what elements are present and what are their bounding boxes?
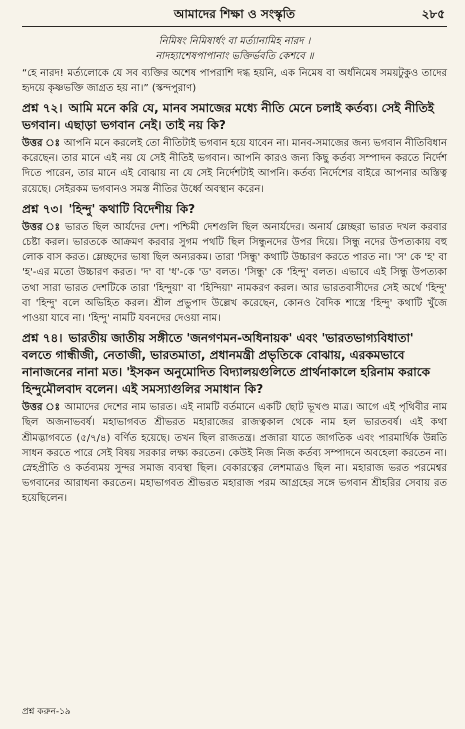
question-number: প্রশ্ন ৭২।	[22, 101, 63, 115]
page-number: ২৮৫	[421, 7, 445, 21]
header-rule	[22, 26, 447, 27]
answer-72	[22, 136, 447, 197]
verse-translation: “হে নারদ! মর্ত্যলোকে যে সব ব্যক্তির অশেষ পাপরাশি দগ্ধ হয়নি, এক নিমেষ বা অর্ধনিমেষ সময়টুকুও তাদের হৃদয়ে কৃষ্ণভক্তি জাগ্রত হয় না।” (স্কন্দপুরাণ)	[22, 68, 447, 94]
answer-73	[22, 220, 447, 326]
question-text: 'হিন্দু' কথাটি বিদেশীয় কি?	[68, 201, 196, 216]
verse-line-2: নাদহ্যাশেষপাপানাং ভক্তির্ভবতি কেশবে ॥	[155, 51, 314, 62]
sanskrit-verse	[22, 34, 447, 64]
question-74	[22, 330, 447, 398]
answer-label: উত্তর ঃ	[22, 402, 61, 414]
question-73	[22, 201, 447, 218]
page-footer: প্রশ্ন করুন-১৯	[22, 707, 71, 717]
answer-text: আপনি মনে করলেই তো নীতিটাই ভগবান হয়ে যাবেন না। মানব-সমাজের জন্য ভগবান নীতিবিধান করেছেন। তার মানে এই নয় যে সেই নীতিই ভগবান। আপনি কারও জন্য কিছু কর্তব্য সম্পাদন করতে নির্দেশ দিতে পারেন, তার মানে এই বোঝায় না যে সেই নির্দেশটাই আপনি। কর্তব্য নির্দেশের বাইরে আপনার অস্তিত্ব রয়েছে। সেইরকম ভগবানও সমস্ত নীতির উর্ধ্বে অবস্থান করেন।	[22, 138, 448, 195]
question-text: ভারতীয় জাতীয় সঙ্গীতে 'জনগণমন-অধিনায়ক' এবং 'ভারতভাগ্যবিধাতা' বলতে গান্ধীজী, নেতাজী, ভারতমাতা, প্রধানমন্ত্রী প্রভৃতিকে বোঝায়, এরকমভাবে নানাজনের নানা মত। 'ইসকন অনুমোদিত বিদ্যালয়গুলিতে প্রার্থনাকালে হরিনাম করাকে হিন্দুমৌলবাদ বলেন। এই সমস্যাগুলির সমাধান কি?	[22, 331, 430, 397]
page-header	[22, 0, 447, 28]
verse-line-1: নিমিষং নিমিষার্ধং বা মর্ত্যানামিহ নারদ ।	[158, 36, 311, 47]
question-number: প্রশ্ন ৭৩।	[22, 201, 63, 216]
answer-text: ভারত ছিল আর্যদের দেশ। পশ্চিমী দেশগুলি ছিল অনার্যদের। অনার্য ম্লেচ্ছরা ভারত দখল করবার চেষ্টা করল। ভারতকে আক্রমণ করবার সুগম পথটি ছিল সিন্ধুনদের উপর দিয়ে। সিন্ধু নদের উপত্যকায় বহু লোক বাস করত। ম্লেচ্ছদের ভাষা ছিল অন্যরকম। তারা 'সিন্ধু' কথাটি উচ্চারণ করতে পারত না। 'স' কে 'হ' বা 'হ'-এর মতো উচ্চারণ করত। 'দ' বা 'ধ'-কে 'ড' বলত। 'সিন্ধু' কে 'হিন্দু' বলত। এভাবে এই সিন্ধু উপত্যকা তথা সারা ভারত দেশটিকে তারা 'হিন্দুয়া' বা 'হিন্দিয়া' নামকরণ করল। আর ভারতবাসীদের সেই অর্থে 'হিন্দু' বা 'হিন্দু' বলে অভিহিত করল। শ্রীল প্রভুপাদ উল্লেখ করেছেন, কোনও বৈদিক শাস্ত্রে 'হিন্দু' কথাটি খুঁজে পাওয়া যাবে না। 'হিন্দু' নামটি যবনদের দেওয়া নাম।	[22, 221, 447, 325]
question-text: আমি মনে করি যে, মানব সমাজের মধ্যে নীতি মেনে চলাই কর্তব্য। সেই নীতিই ভগবান। এছাড়া ভগবান নেই। তাই নয় কি?	[22, 101, 434, 132]
question-72	[22, 100, 447, 134]
answer-74	[22, 400, 447, 506]
answer-text: আমাদের দেশের নাম ভারত। এই নামটি বর্তমানে একটি ছোট ভূখণ্ড মাত্র। আগে এই পৃথিবীর নাম ছিল অজনাভবর্ষ। মহাভাগবত শ্রীভরত মহারাজের রাজত্বকাল থেকে নাম হল ভারতবর্ষ। এই কথা শ্রীমদ্ভাগবতে (৫/৭/৪) বর্ণিত হয়েছে। তখন ছিল রাজতন্ত্র। প্রজারা যাতে জাগতিক এবং পারমার্থিক উন্নতি সাধন করতে পারে সেই বিষয় সরকার লক্ষ্য করতেন। কেউই নিজ নিজ কর্তব্য সম্পাদনে অবহেলা করতেন না। স্নেহপ্রীতি ও কর্তব্যময় সুন্দর সমাজ ব্যবস্থা ছিল। বেকারত্বের লেশমাত্রও ছিল না। মহারাজ ভরত পরমেশ্বর ভগবানের আরাধনা করতেন। মহাভাগবত শ্রীভরত মহারাজ পরম আগ্রহের সঙ্গে ভগবান শ্রীহরির সেবায় রত হয়েছিলেন।	[22, 402, 448, 505]
answer-label: উত্তর ঃ	[22, 221, 62, 233]
answer-label: উত্তর ঃ	[22, 138, 60, 149]
running-title: আমাদের শিক্ষা ও সংস্কৃতি	[173, 7, 296, 21]
question-number: প্রশ্ন ৭৪।	[22, 331, 63, 346]
